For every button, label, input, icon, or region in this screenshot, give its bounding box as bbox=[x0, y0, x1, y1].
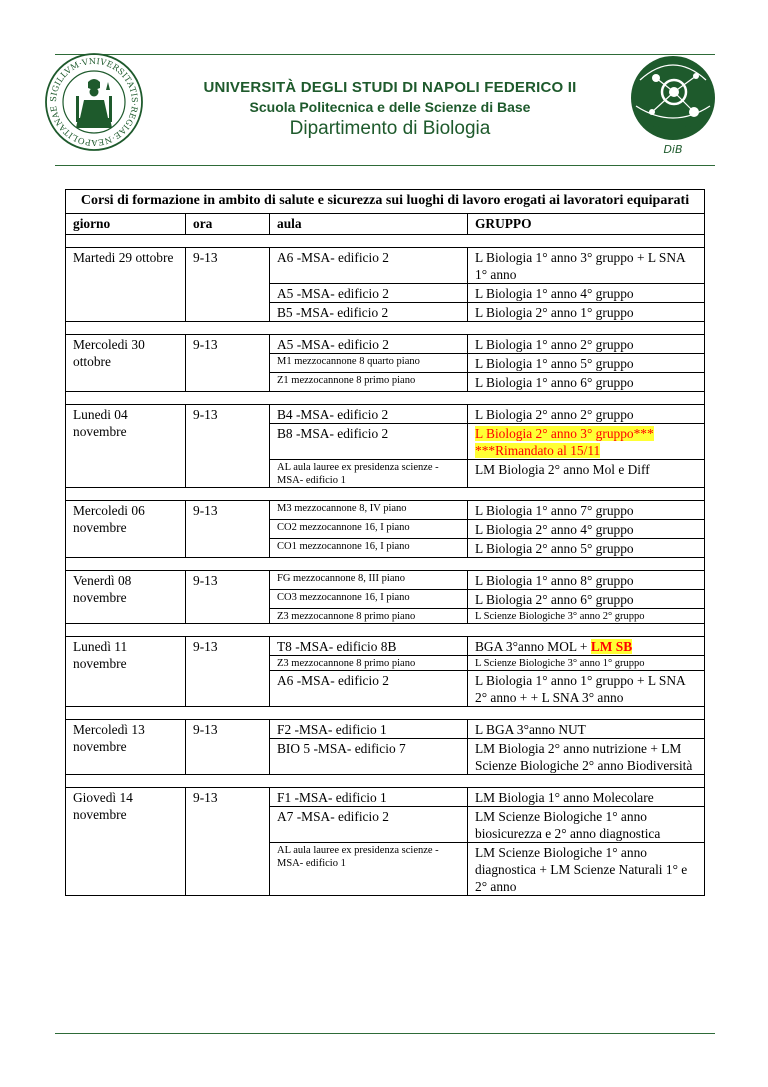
aula-cell: A7 -MSA- edificio 2 bbox=[270, 807, 468, 843]
gruppo-cell bbox=[468, 637, 705, 656]
ora-cell: 9-13 bbox=[186, 405, 270, 488]
spacer-cell bbox=[66, 488, 705, 501]
gruppo-cell: L Biologia 1° anno 3° gruppo + L SNA 1° anno bbox=[468, 248, 705, 284]
header-top-rule bbox=[55, 54, 715, 55]
gruppo-cell bbox=[468, 424, 705, 460]
gruppo-cell: LM Biologia 2° anno Mol e Diff bbox=[468, 460, 705, 488]
giorno-cell: Mercoledi 30 ottobre bbox=[66, 335, 186, 392]
table-row bbox=[66, 720, 705, 739]
spacer-row bbox=[66, 775, 705, 788]
table-row bbox=[66, 571, 705, 590]
giorno-cell: Martedi 29 ottobre bbox=[66, 248, 186, 322]
table-header-row bbox=[66, 214, 705, 235]
spacer-row bbox=[66, 322, 705, 335]
gruppo-cell: L Biologia 2° anno 4° gruppo bbox=[468, 520, 705, 539]
spacer-cell bbox=[66, 624, 705, 637]
svg-text:DiB: DiB bbox=[663, 143, 683, 156]
aula-cell: M1 mezzocannone 8 quarto piano bbox=[270, 354, 468, 373]
spacer-cell bbox=[66, 558, 705, 571]
department-name: Dipartimento di Biologia bbox=[289, 118, 491, 139]
table-row bbox=[66, 637, 705, 656]
aula-cell: Z3 mezzocannone 8 primo piano bbox=[270, 609, 468, 624]
gruppo-cell: L Biologia 1° anno 5° gruppo bbox=[468, 354, 705, 373]
giorno-cell: Mercoledi 06 novembre bbox=[66, 501, 186, 558]
ora-cell: 9-13 bbox=[186, 720, 270, 775]
spacer-cell bbox=[66, 775, 705, 788]
footer-rule bbox=[55, 1033, 715, 1034]
spacer-row bbox=[66, 235, 705, 248]
giorno-cell: Lunedi 04 novembre bbox=[66, 405, 186, 488]
gruppo-cell: L Scienze Biologiche 3° anno 2° gruppo bbox=[468, 609, 705, 624]
university-name: UNIVERSITÀ DEGLI STUDI DI NAPOLI FEDERICO II bbox=[203, 79, 577, 96]
aula-cell: FG mezzocannone 8, III piano bbox=[270, 571, 468, 590]
aula-cell: CO2 mezzocannone 16, I piano bbox=[270, 520, 468, 539]
gruppo-cell: L Biologia 1° anno 1° gruppo + L SNA 2° anno + + L SNA 3° anno bbox=[468, 671, 705, 707]
aula-cell: B4 -MSA- edificio 2 bbox=[270, 405, 468, 424]
aula-cell: CO3 mezzocannone 16, I piano bbox=[270, 590, 468, 609]
aula-cell: B5 -MSA- edificio 2 bbox=[270, 303, 468, 322]
gruppo-cell: L Scienze Biologiche 3° anno 1° gruppo bbox=[468, 656, 705, 671]
ora-cell: 9-13 bbox=[186, 335, 270, 392]
ora-cell: 9-13 bbox=[186, 571, 270, 624]
aula-cell: A5 -MSA- edificio 2 bbox=[270, 335, 468, 354]
gruppo-cell: LM Scienze Biologiche 1° anno biosicurezza e 2° anno diagnostica bbox=[468, 807, 705, 843]
column-header-gruppo: GRUPPO bbox=[468, 214, 705, 235]
highlighted-group-label: LM SB bbox=[590, 639, 633, 654]
spacer-cell bbox=[66, 322, 705, 335]
gruppo-cell: L Biologia 1° anno 2° gruppo bbox=[468, 335, 705, 354]
spacer-row bbox=[66, 392, 705, 405]
gruppo-cell: L Biologia 1° anno 4° gruppo bbox=[468, 284, 705, 303]
aula-cell: F2 -MSA- edificio 1 bbox=[270, 720, 468, 739]
ora-cell: 9-13 bbox=[186, 248, 270, 322]
gruppo-cell: L Biologia 2° anno 5° gruppo bbox=[468, 539, 705, 558]
header-bottom-rule bbox=[55, 165, 715, 166]
gruppo-cell: L Biologia 1° anno 6° gruppo bbox=[468, 373, 705, 392]
giorno-cell: Giovedì 14 novembre bbox=[66, 788, 186, 896]
aula-cell: CO1 mezzocannone 16, I piano bbox=[270, 539, 468, 558]
aula-cell: AL aula lauree ex presidenza scienze - MSA- edificio 1 bbox=[270, 843, 468, 896]
gruppo-cell: L Biologia 2° anno 6° gruppo bbox=[468, 590, 705, 609]
column-header-ora: ora bbox=[186, 214, 270, 235]
spacer-cell bbox=[66, 235, 705, 248]
gruppo-cell: LM Biologia 1° anno Molecolare bbox=[468, 788, 705, 807]
table-title: Corsi di formazione in ambito di salute e sicurezza sui luoghi di lavoro erogati ai lavoratori equiparati bbox=[66, 190, 705, 214]
gruppo-cell: LM Scienze Biologiche 1° anno diagnostica + LM Scienze Naturali 1° e 2° anno bbox=[468, 843, 705, 896]
table-row bbox=[66, 248, 705, 284]
gruppo-cell: L BGA 3°anno NUT bbox=[468, 720, 705, 739]
aula-cell: BIO 5 -MSA- edificio 7 bbox=[270, 739, 468, 775]
column-header-aula: aula bbox=[270, 214, 468, 235]
table-row bbox=[66, 405, 705, 424]
gruppo-cell: L Biologia 1° anno 8° gruppo bbox=[468, 571, 705, 590]
aula-cell: A6 -MSA- edificio 2 bbox=[270, 671, 468, 707]
school-name: Scuola Politecnica e delle Scienze di Base bbox=[249, 99, 531, 115]
spacer-row bbox=[66, 624, 705, 637]
giorno-cell: Lunedì 11 novembre bbox=[66, 637, 186, 707]
university-seal-logo bbox=[44, 52, 144, 152]
gruppo-cell: L Biologia 2° anno 1° gruppo bbox=[468, 303, 705, 322]
table-row bbox=[66, 788, 705, 807]
spacer-cell bbox=[66, 392, 705, 405]
giorno-cell: Mercoledì 13 novembre bbox=[66, 720, 186, 775]
gruppo-cell: L Biologia 1° anno 7° gruppo bbox=[468, 501, 705, 520]
institution-header bbox=[150, 78, 630, 141]
aula-cell: T8 -MSA- edificio 8B bbox=[270, 637, 468, 656]
column-header-giorno: giorno bbox=[66, 214, 186, 235]
spacer-row bbox=[66, 558, 705, 571]
aula-cell: A5 -MSA- edificio 2 bbox=[270, 284, 468, 303]
aula-cell: AL aula lauree ex presidenza scienze - MSA- edificio 1 bbox=[270, 460, 468, 488]
svg-text:SIGILLVM·VNIVERSITATIS·REGIAE·: SIGILLVM·VNIVERSITATIS·REGIAE·NEAPOLITANAE bbox=[47, 55, 141, 149]
gruppo-cell: L Biologia 2° anno 2° gruppo bbox=[468, 405, 705, 424]
aula-cell: F1 -MSA- edificio 1 bbox=[270, 788, 468, 807]
aula-cell: Z1 mezzocannone 8 primo piano bbox=[270, 373, 468, 392]
gruppo-cell: LM Biologia 2° anno nutrizione + LM Scienze Biologiche 2° anno Biodiversità bbox=[468, 739, 705, 775]
ora-cell: 9-13 bbox=[186, 637, 270, 707]
aula-cell: A6 -MSA- edificio 2 bbox=[270, 248, 468, 284]
department-logo bbox=[622, 50, 724, 158]
aula-cell: Z3 mezzocannone 8 primo piano bbox=[270, 656, 468, 671]
table-row bbox=[66, 335, 705, 354]
training-schedule-table bbox=[65, 189, 705, 896]
spacer-row bbox=[66, 707, 705, 720]
aula-cell: B8 -MSA- edificio 2 bbox=[270, 424, 468, 460]
ora-cell: 9-13 bbox=[186, 501, 270, 558]
aula-cell: M3 mezzocannone 8, IV piano bbox=[270, 501, 468, 520]
spacer-cell bbox=[66, 707, 705, 720]
giorno-cell: Venerdì 08 novembre bbox=[66, 571, 186, 624]
gruppo-text: BGA 3°anno MOL + bbox=[475, 639, 591, 654]
table-row bbox=[66, 501, 705, 520]
postponed-group-text: L Biologia 2° anno 3° gruppo*** bbox=[475, 426, 654, 441]
postponed-note: ***Rimandato al 15/11 bbox=[475, 443, 601, 458]
ora-cell: 9-13 bbox=[186, 788, 270, 896]
spacer-row bbox=[66, 488, 705, 501]
